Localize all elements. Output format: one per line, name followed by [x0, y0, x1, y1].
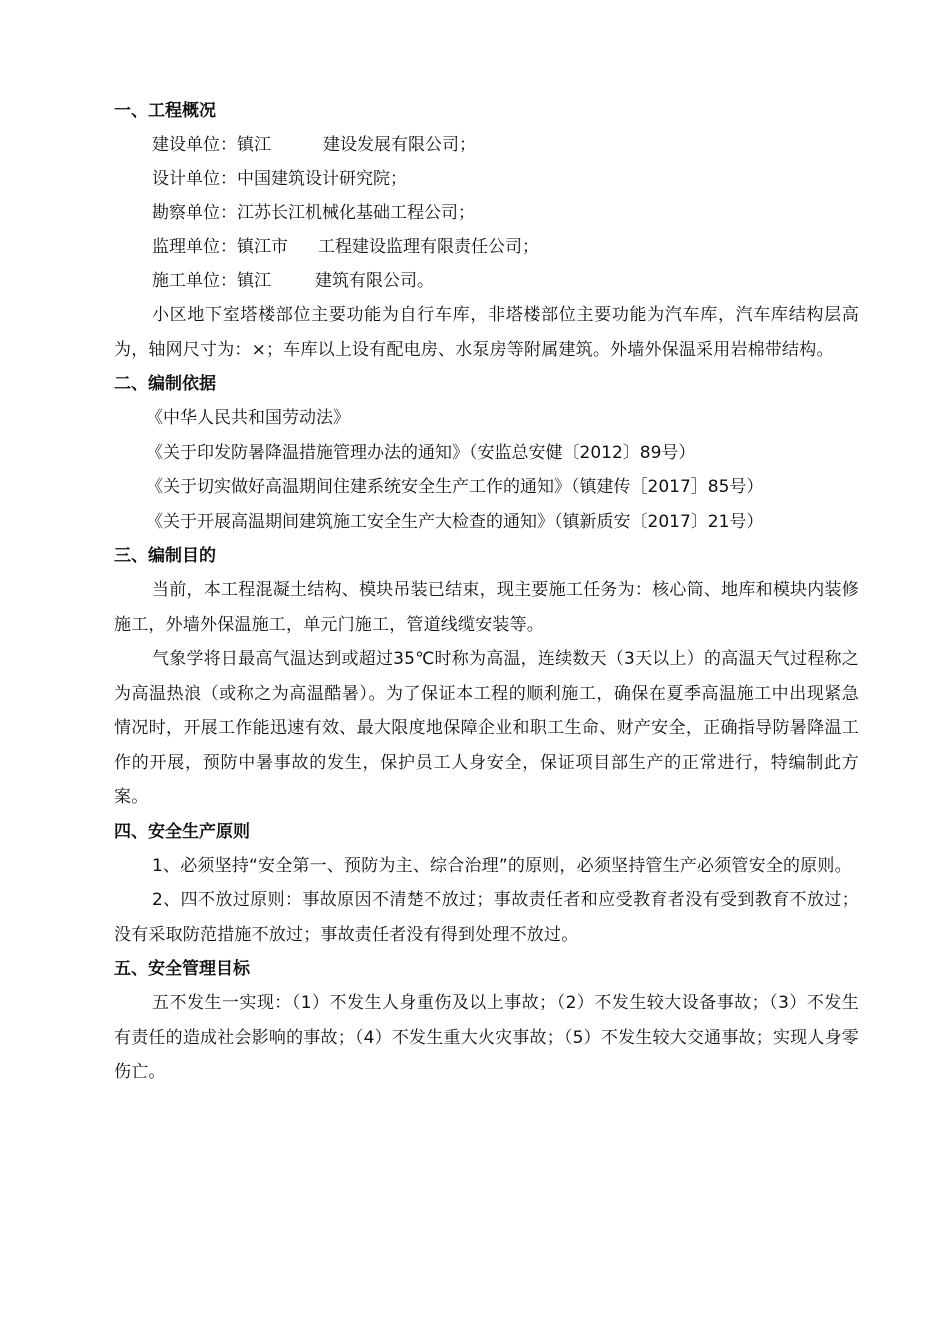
unit-line-supervision	[114, 230, 859, 264]
unit-line-design	[114, 162, 859, 196]
document-body	[114, 94, 859, 1090]
reference-item: 《关于切实做好高温期间住建系统安全生产工作的通知》（镇建传［2017］85号）	[146, 477, 764, 497]
reference-item: 《关于印发防暑降温措施管理办法的通知》（安监总安健〔2012〕89号）	[146, 442, 696, 463]
purpose-paragraph-2: 气象学将日最高气温达到或超过35℃时称为高温，连续数天（3天以上）的高温天气过程称之为高温热浪（或称之为高温酷暑）。为了保证本工程的顺利施工，确保在夏季高温施工中出现紧急情况时，开展工作能迅速有效、最大限度地保障企业和职工生命、财产安全，正确指导防暑降温工作的开展，预防中暑事故的发生，保护员工人身安全，保证项目部生产的正常进行，特编制此方案。	[114, 649, 859, 807]
project-description: 小区地下室塔楼部位主要功能为自行车库，非塔楼部位主要功能为汽车库，汽车库结构层高为，轴网尺寸为：×；车库以上设有配电房、水泵房等附属建筑。外墙外保温采用岩棉带结构。	[114, 305, 859, 360]
section-heading-safety-principles: 四、安全生产原则	[114, 821, 250, 842]
unit-label: 建设单位：	[152, 135, 237, 155]
unit-prefix: 江苏长江机械化基础工程公司；	[237, 203, 475, 223]
unit-suffix: 建设发展有限公司；	[323, 135, 476, 155]
unit-label: 设计单位：	[152, 169, 237, 189]
unit-label: 施工单位：	[152, 271, 237, 291]
section-heading-project-overview: 一、工程概况	[114, 101, 216, 121]
reference-item: 《关于开展高温期间建筑施工安全生产大检查的通知》（镇新质安〔2017〕21号）	[146, 511, 764, 532]
unit-label: 监理单位：	[152, 237, 237, 257]
reference-item: 《中华人民共和国劳动法》	[146, 408, 350, 428]
unit-label: 勘察单位：	[152, 203, 237, 223]
goals-paragraph: 五不发生一实现：（1）不发生人身重伤及以上事故；（2）不发生较大设备事故；（3）不发生有责任的造成社会影响的事故；（4）不发生重大火灾事故；（5）不发生较大交通事故；实现人身零伤亡。	[114, 993, 859, 1082]
section-heading-basis: 二、编制依据	[114, 374, 216, 394]
unit-prefix: 中国建筑设计研究院；	[237, 169, 407, 189]
unit-prefix: 镇江	[237, 271, 271, 291]
unit-prefix: 镇江市	[237, 237, 288, 257]
unit-line-contractor	[114, 264, 859, 298]
unit-line-survey	[114, 196, 859, 230]
unit-prefix: 镇江	[237, 135, 271, 155]
unit-suffix: 建筑有限公司。	[315, 271, 434, 291]
unit-suffix: 工程建设监理有限责任公司；	[318, 237, 539, 257]
section-heading-purpose: 三、编制目的	[114, 546, 216, 566]
purpose-paragraph-1: 当前，本工程混凝土结构、模块吊装已结束，现主要施工任务为：核心筒、地库和模块内装修施工，外墙外保温施工，单元门施工，管道线缆安装等。	[114, 580, 859, 635]
unit-line-construction	[114, 128, 859, 162]
principle-paragraph-2: 2、四不放过原则：事故原因不清楚不放过；事故责任者和应受教育者没有受到教育不放过；没有采取防范措施不放过；事故责任者没有得到处理不放过。	[114, 890, 859, 945]
section-heading-management-goals: 五、安全管理目标	[114, 959, 250, 979]
principle-paragraph-1: 1、必须坚持“安全第一、预防为主、综合治理”的原则，必须坚持管生产必须管安全的原则。	[152, 855, 852, 876]
